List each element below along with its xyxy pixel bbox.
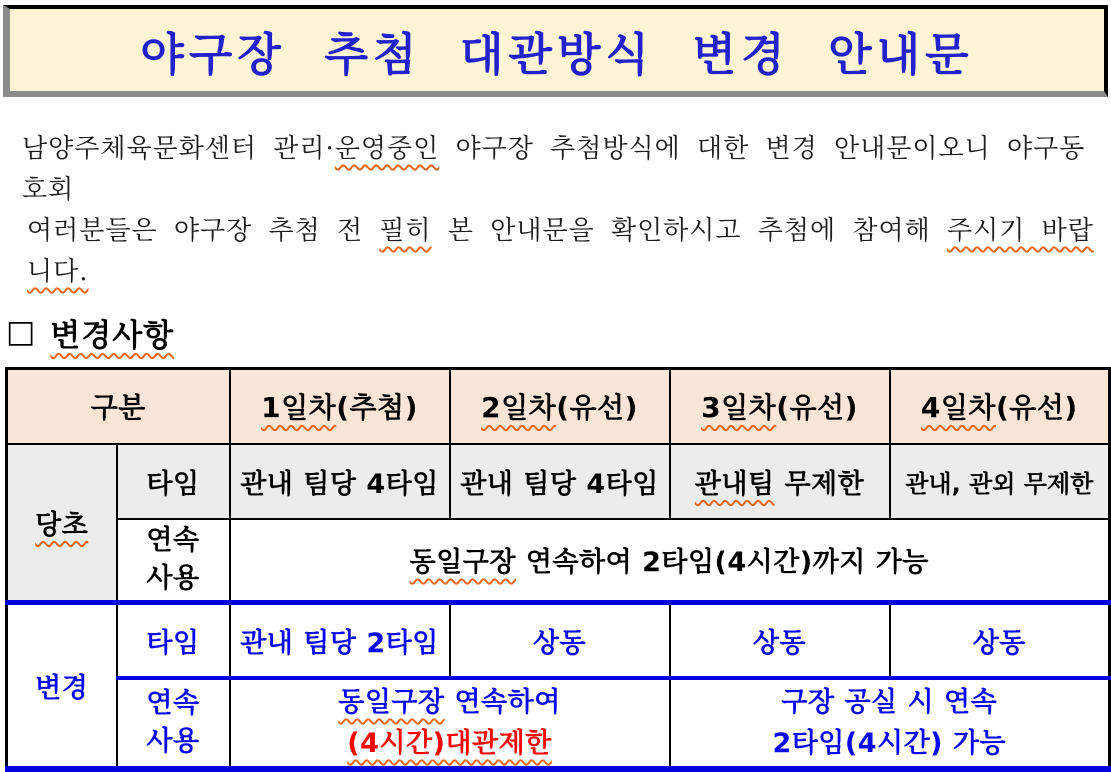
- original-time-label: 타임: [117, 444, 230, 519]
- changed-time-row: [7, 602, 1110, 678]
- changed-continuous-right-line2: 2타임(4시간) 가능: [772, 728, 1007, 759]
- header-cell-day1: 1일차(추첨): [230, 369, 450, 444]
- intro-text-spellcheck: 운영중인: [334, 134, 440, 164]
- original-time-day1: 관내 팀당 4타임: [230, 444, 450, 519]
- changed-continuous-left-line1: 동일구장 연속하여: [338, 687, 561, 718]
- intro-text: 야구장 추첨방식에 대한 변경 안내문이오니 야구동호회: [22, 134, 1086, 205]
- original-continuous-row: [7, 519, 1110, 603]
- changed-time-day4: 상동: [890, 602, 1110, 678]
- intro-line-1: [22, 129, 1095, 211]
- header-cell-day3: 3일차(유선): [670, 369, 890, 444]
- changed-continuous-left-cell: [230, 678, 670, 769]
- table-header-row: [7, 369, 1110, 444]
- section-heading: [6, 312, 1111, 352]
- changed-continuous-right-cell: [670, 678, 1110, 769]
- intro-text-spellcheck: 주시기 바랍니다.: [27, 216, 1094, 287]
- title-banner: [3, 5, 1108, 97]
- section-heading-text: 변경사항: [50, 317, 175, 354]
- original-time-day3: 관내팀 무제한: [670, 444, 890, 519]
- intro-text: 여러분들은 야구장 추첨 전: [27, 216, 380, 246]
- changed-group-label: 변경: [7, 602, 117, 769]
- square-bullet-icon: □: [6, 313, 36, 350]
- intro-text: 본 안내문을 확인하시고 추첨에 참여해: [431, 216, 948, 246]
- changed-continuous-row: [7, 678, 1110, 769]
- original-continuous-label: 연속 사용: [117, 519, 230, 603]
- notice-document: [0, 5, 1111, 759]
- header-cell-gubun: 구분: [7, 369, 230, 444]
- intro-text-spellcheck: 필히: [379, 216, 432, 246]
- page-title: 야구장 추첨 대관방식 변경 안내문: [140, 27, 974, 81]
- original-time-day2: 관내 팀당 4타임: [450, 444, 670, 519]
- changed-time-day2: 상동: [450, 602, 670, 678]
- intro-line-2: [22, 211, 1095, 293]
- original-time-row: [7, 444, 1110, 519]
- header-cell-day2: 2일차(유선): [450, 369, 670, 444]
- intro-text: 남양주체육문화센터 관리·: [22, 134, 335, 164]
- changed-continuous-left-line2: (4시간)대관제한: [347, 728, 552, 759]
- intro-paragraph: [22, 129, 1095, 293]
- changed-continuous-right-line1: 구장 공실 시 연속: [781, 687, 998, 718]
- changed-continuous-label: 연속 사용: [117, 678, 230, 769]
- change-table: [5, 367, 1111, 772]
- original-continuous-cell: 동일구장 연속하여 2타임(4시간)까지 가능: [230, 519, 1110, 603]
- changed-time-day1: 관내 팀당 2타임: [230, 602, 450, 678]
- original-group-label: 당초: [7, 444, 117, 603]
- header-cell-day4: 4일차(유선): [890, 369, 1110, 444]
- changed-time-day3: 상동: [670, 602, 890, 678]
- changed-time-label: 타임: [117, 602, 230, 678]
- original-time-day4: 관내, 관외 무제한: [890, 444, 1110, 519]
